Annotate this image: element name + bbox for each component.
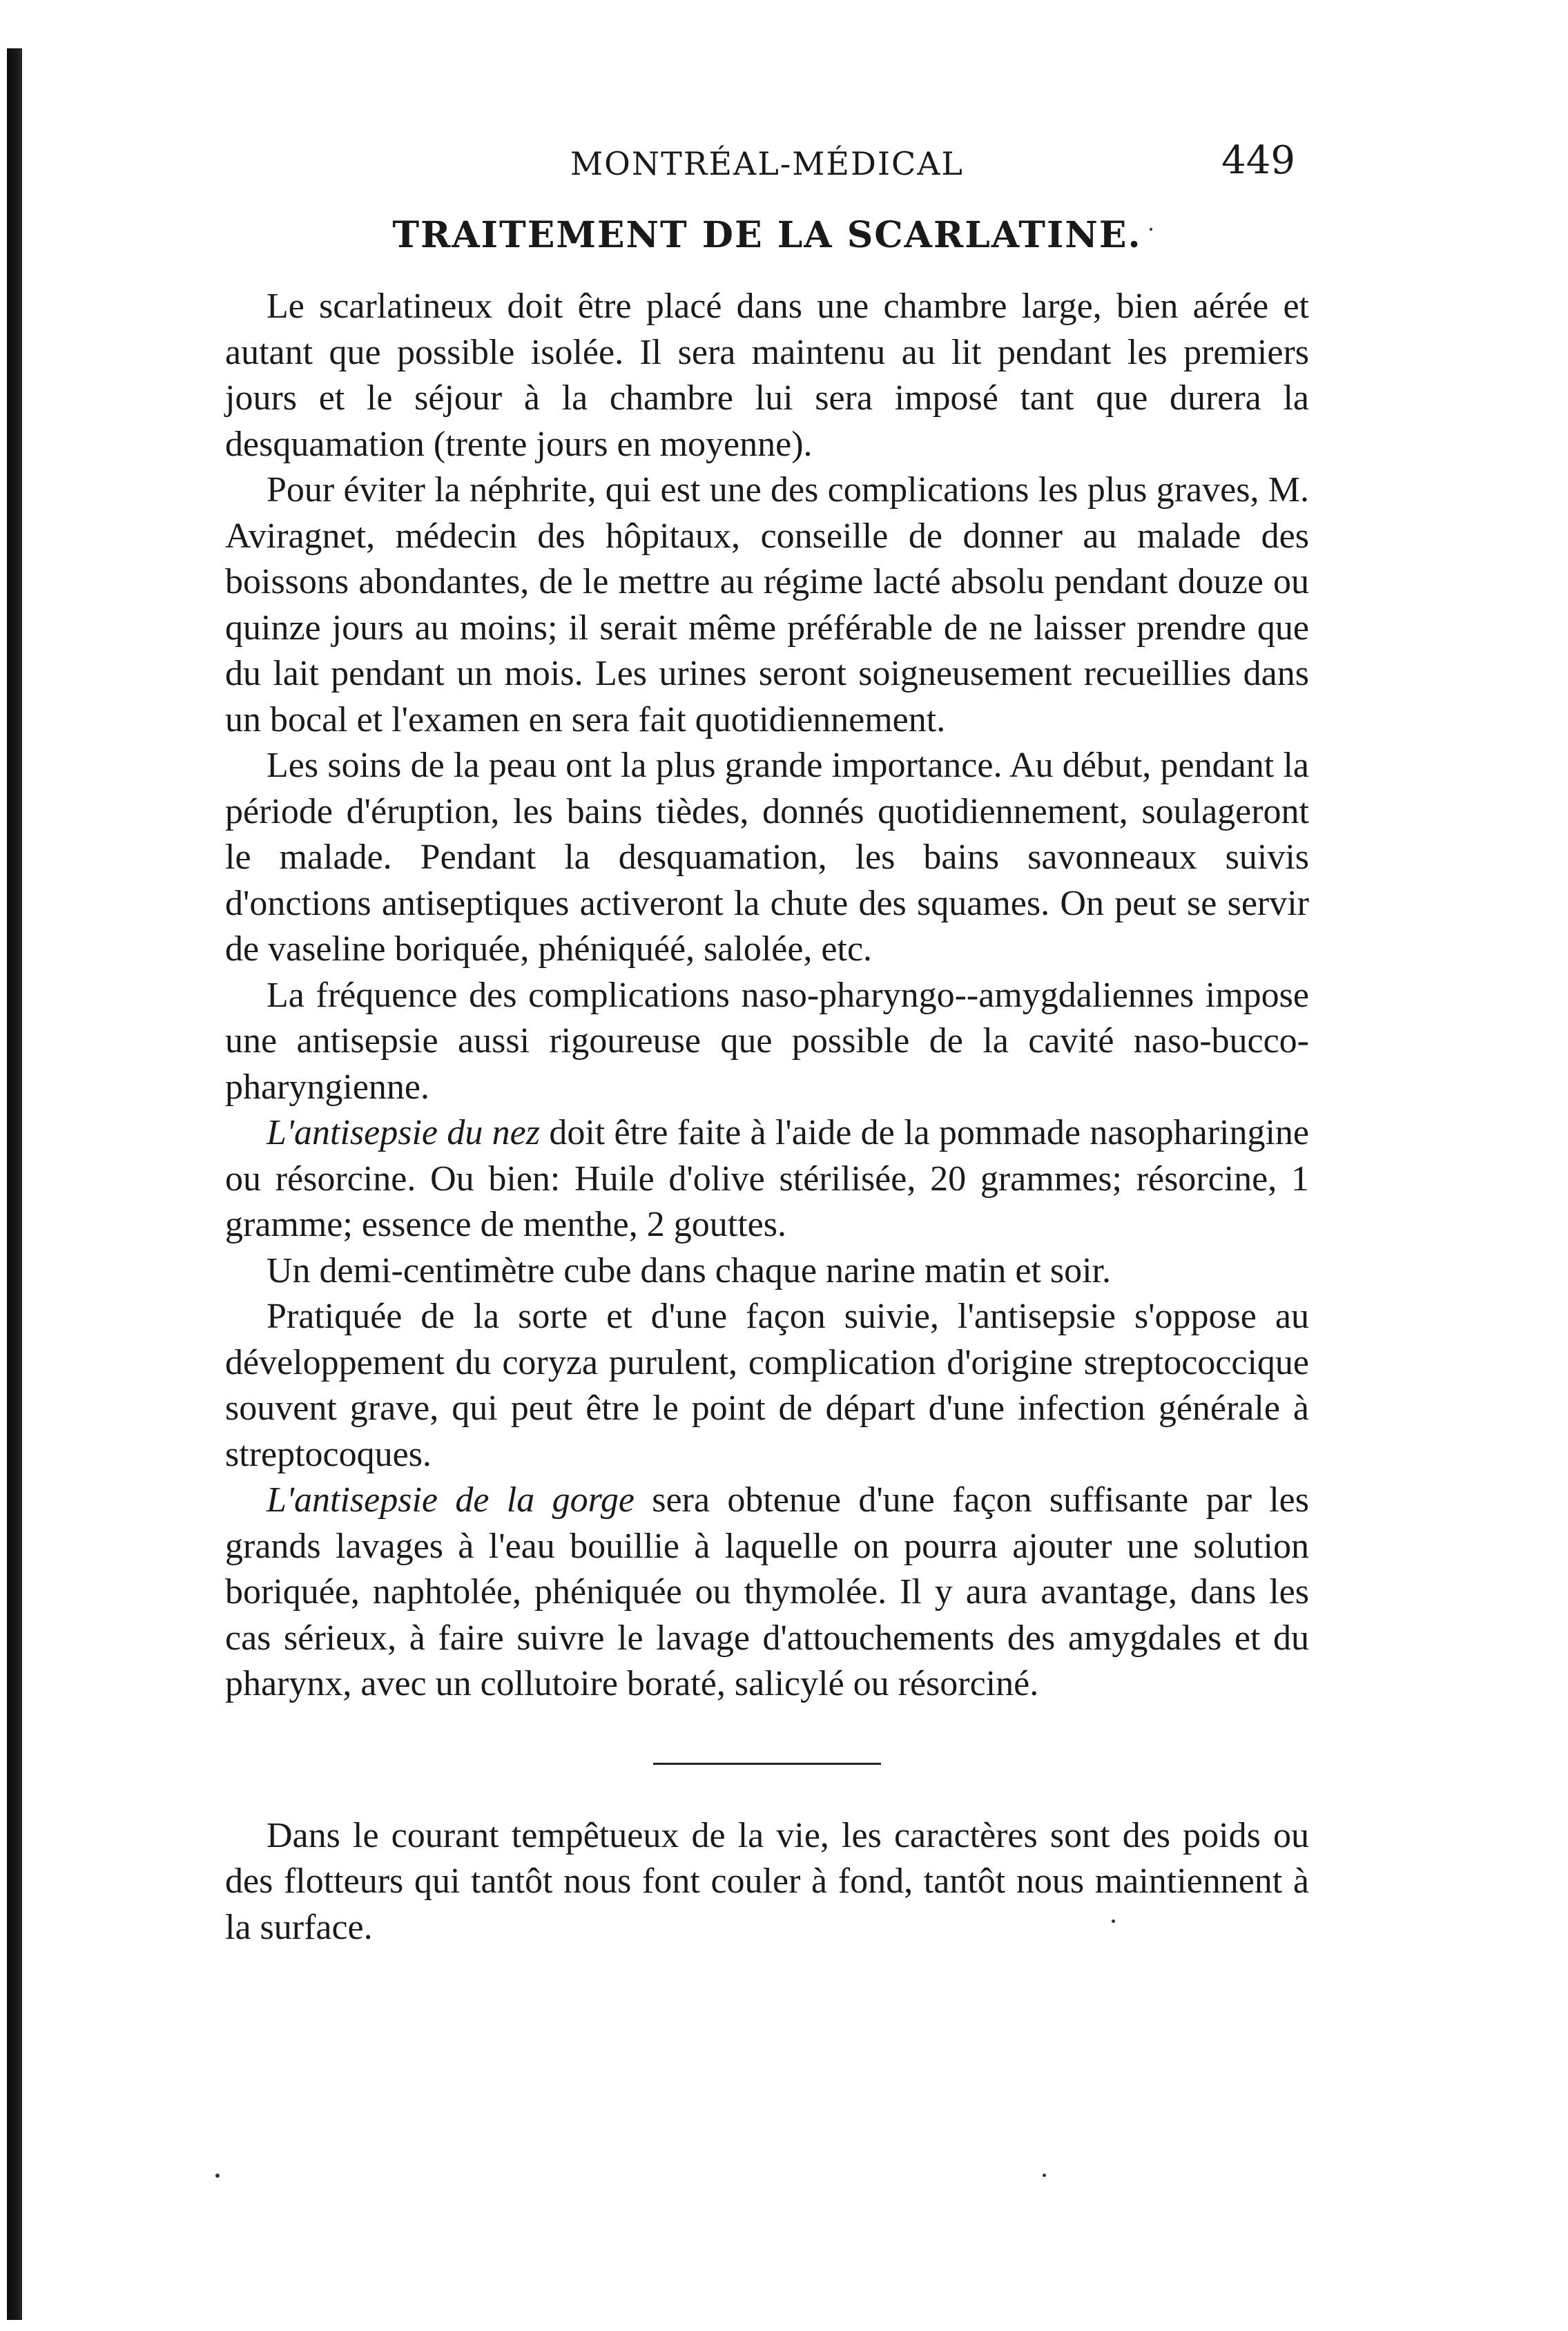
article-body [225, 284, 1309, 1708]
paragraph-nez [225, 1110, 1309, 1248]
page-header [225, 110, 1309, 186]
italic-lead: L'antisepsie du nez [267, 1113, 540, 1152]
book-spine-shadow [7, 48, 22, 2320]
paragraph-text: doit être faite à l'aide de la pommade nasopharingine ou résorcine. Ou bien: Huile d'olive stérilisée, 20 grammes; résorcine, 1 gramme; essence de menthe, 2 gouttes. [225, 1113, 1309, 1244]
closing-quote [225, 1813, 1309, 1951]
page-number: 449 [1221, 138, 1295, 183]
page [225, 110, 1309, 1951]
paragraph-gorge [225, 1478, 1309, 1708]
print-speck [1150, 228, 1152, 231]
print-speck [215, 2174, 220, 2178]
quote-text: Dans le courant tempêtueux de la vie, les caractères sont des poids ou des flotteurs qui tantôt nous font couler à fond, tantôt nous maintiennent à la surface. [225, 1815, 1309, 1947]
paragraph: Les soins de la peau ont la plus grande importance. Au début, pendant la période d'éruption, les bains tièdes, donnés quotidiennement, soulageront le malade. Pendant la desquamation, les bains savonneaux suivis d'onctions antiseptiques activeront la chute des squames. On peut se servir de vaseline boriquée, phéniquéé, salolée, etc. [225, 746, 1309, 969]
paragraph: Pour éviter la néphrite, qui est une des complications les plus graves, M. Aviragnet, médecin des hôpitaux, conseille de donner au malade des boissons abondantes, de le mettre au régime lacté absolu pendant douze ou quinze jours au moins; il serait même préférable de ne laisser prendre que du lait pendant un mois. Les urines seront soigneusement recueillies dans un bocal et l'examen en sera fait quotidiennement. [225, 470, 1309, 739]
running-head: MONTRÉAL-MÉDICAL [570, 145, 964, 182]
article-title: TRAITEMENT DE LA SCARLATINE. [392, 214, 1142, 256]
section-divider [653, 1763, 881, 1765]
print-speck [1043, 2174, 1046, 2177]
paragraph: La fréquence des complications naso-pharyngo--amygdaliennes impose une antisepsie aussi rigoureuse que possible de la cavité naso-bucco-pharyngienne. [225, 975, 1309, 1107]
paragraph: Le scarlatineux doit être placé dans une chambre large, bien aérée et autant que possible isolée. Il sera maintenu au lit pendant les premiers jours et le séjour à la chambre lui sera imposé tant que durera la desquamation (trente jours en moyenne). [225, 287, 1309, 464]
print-speck [1112, 1919, 1115, 1923]
paragraph: Pratiquée de la sorte et d'une façon suivie, l'antisepsie s'oppose au développement du coryza purulent, complication d'origine streptococcique souvent grave, qui peut être le point de départ d'une infection générale à streptocoques. [225, 1297, 1309, 1474]
italic-lead: L'antisepsie de la gorge [267, 1480, 635, 1520]
paragraph: Un demi-centimètre cube dans chaque narine matin et soir. [267, 1250, 1111, 1290]
paragraph-text: sera obtenue d'une façon suffisante par les grands lavages à l'eau bouillie à laquelle on pourra ajouter une solution boriquée, naphtolée, phéniquée ou thymolée. Il y aura avantage, dans les cas sérieux, à faire suivre le lavage d'attouchements des amygdales et du pharynx, avec un collutoire boraté, salicylé ou résorciné. [225, 1480, 1309, 1703]
